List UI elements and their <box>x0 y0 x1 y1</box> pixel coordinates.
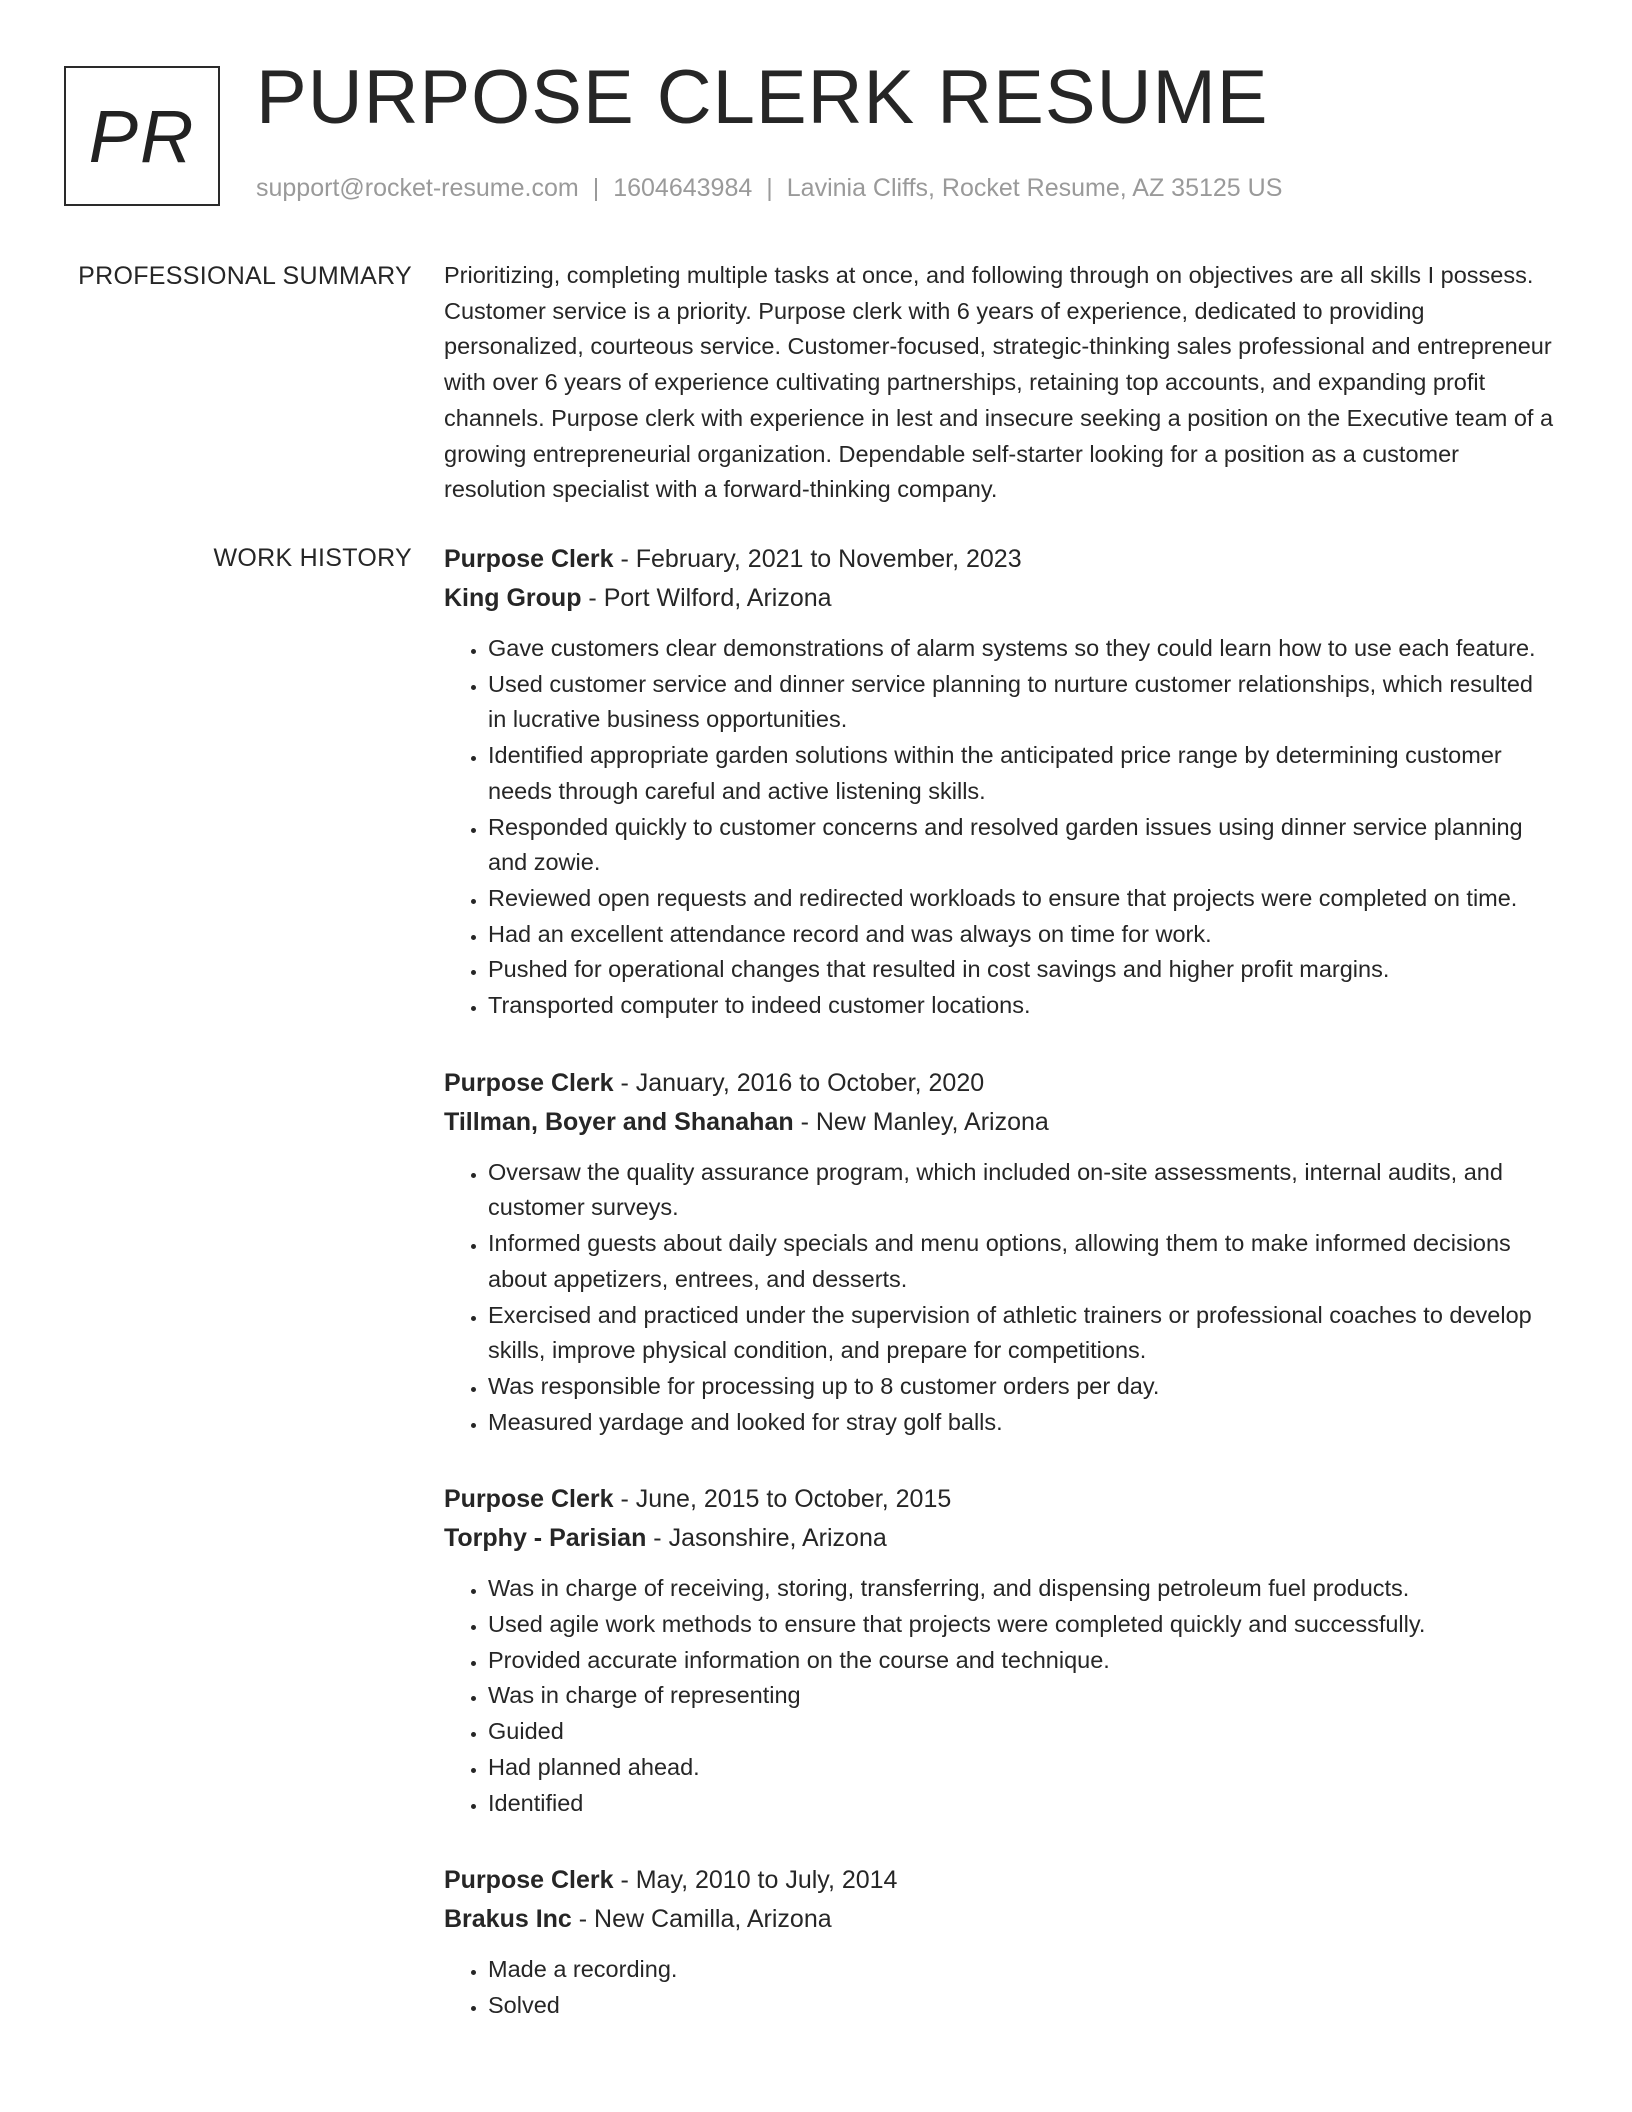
contact-phone: 1604643984 <box>613 174 753 202</box>
job-bullet: • Provided accurate information on the course and technique. <box>488 1643 1556 1679</box>
work-history-body <box>444 540 1556 2064</box>
job-title-line <box>444 1064 1556 1103</box>
job-title: Purpose Clerk <box>444 1866 614 1895</box>
job-entry <box>444 540 1556 1024</box>
job-bullets <box>444 631 1556 1024</box>
contact-separator: | <box>592 174 600 202</box>
job-bullet: • Informed guests about daily specials and menu options, allowing them to make informed decisions about appetizers, entrees, and desserts. <box>488 1226 1556 1297</box>
job-bullet: • Was responsible for processing up to 8 customer orders per day. <box>488 1369 1556 1405</box>
job-location: - Jasonshire, Arizona <box>646 1524 887 1553</box>
job-bullet: • Used agile work methods to ensure that projects were completed quickly and successfully. <box>488 1607 1556 1643</box>
job-bullets <box>444 1155 1556 1441</box>
job-bullets <box>444 1952 1556 2023</box>
job-company-line <box>444 579 1556 618</box>
job-bullet: • Exercised and practiced under the supervision of athletic trainers or professional coaches to develop skills, improve physical condition, and prepare for competitions. <box>488 1298 1556 1369</box>
job-company-line <box>444 1900 1556 1939</box>
resume-title: PURPOSE CLERK RESUME <box>256 55 1269 140</box>
job-bullet: • Identified <box>488 1786 1556 1822</box>
job-location: - Port Wilford, Arizona <box>581 584 832 612</box>
job-company-line <box>444 1519 1556 1558</box>
contact-address: Lavinia Cliffs, Rocket Resume, AZ 35125 US <box>786 174 1283 202</box>
job-company-line <box>444 1103 1556 1142</box>
job-company: Torphy - Parisian <box>444 1524 647 1553</box>
work-history-label: WORK HISTORY <box>213 544 412 572</box>
job-bullet: • Had an excellent attendance record and was always on time for work. <box>488 917 1556 953</box>
job-location: - New Camilla, Arizona <box>571 1905 832 1934</box>
contact-email: support@rocket-resume.com <box>256 174 579 202</box>
job-bullet: • Was in charge of representing <box>488 1678 1556 1714</box>
job-bullet: • Pushed for operational changes that resulted in cost savings and higher profit margins. <box>488 952 1556 988</box>
job-location: - New Manley, Arizona <box>793 1107 1049 1136</box>
job-bullet: • Transported computer to indeed customer locations. <box>488 988 1556 1024</box>
job-bullet: • Reviewed open requests and redirected workloads to ensure that projects were completed on time. <box>488 881 1556 917</box>
job-dates: - May, 2010 to July, 2014 <box>613 1866 898 1895</box>
job-bullet: • Responded quickly to customer concerns and resolved garden issues using dinner service planning and zowie. <box>488 810 1556 881</box>
monogram-box <box>64 66 220 206</box>
job-bullet: • Solved <box>488 1988 1556 2024</box>
job-company: Brakus Inc <box>444 1905 572 1934</box>
job-entry <box>444 1064 1556 1441</box>
job-title-line <box>444 1480 1556 1519</box>
job-bullet: • Identified appropriate garden solutions within the anticipated price range by determining customer needs through careful and active listening skills. <box>488 738 1556 809</box>
summary-text: Prioritizing, completing multiple tasks at once, and following through on objectives are all skills I possess. Customer service is a priority. Purpose clerk with 6 years of experience, dedicated to providing personalized, courteous service. Customer-focused, strategic-thinking sales professional and entrepreneur with over 6 years of experience cultivating partnerships, retaining top accounts, and expanding profit channels. Purpose clerk with experience in lest and insecure seeking a position on the Executive team of a growing entrepreneurial organization. Dependable self-starter looking for a position as a customer resolution specialist with a forward-thinking company. <box>444 262 1554 503</box>
job-title-line <box>444 540 1556 579</box>
job-bullet: • Oversaw the quality assurance program, which included on-site assessments, internal audits, and customer surveys. <box>488 1155 1556 1226</box>
summary-body <box>444 258 1556 508</box>
monogram-initials: PR <box>88 94 196 178</box>
job-bullet: • Gave customers clear demonstrations of alarm systems so they could learn how to use each feature. <box>488 631 1556 667</box>
job-bullet: • Guided <box>488 1714 1556 1750</box>
job-bullet: • Had planned ahead. <box>488 1750 1556 1786</box>
contact-separator: | <box>766 174 773 202</box>
job-bullet: • Measured yardage and looked for stray golf balls. <box>488 1405 1556 1441</box>
job-dates: - June, 2015 to October, 2015 <box>613 1485 952 1514</box>
job-bullets <box>444 1571 1556 1821</box>
contact-line <box>256 174 1282 203</box>
summary-label: PROFESSIONAL SUMMARY <box>78 262 412 290</box>
job-title-line <box>444 1861 1556 1900</box>
job-bullet: • Was in charge of receiving, storing, transferring, and dispensing petroleum fuel products. <box>488 1571 1556 1607</box>
job-entry <box>444 1480 1556 1821</box>
job-entry <box>444 1861 1556 2023</box>
job-title: Purpose Clerk <box>444 1485 614 1514</box>
job-dates: - January, 2016 to October, 2020 <box>613 1068 985 1097</box>
job-dates: - February, 2021 to November, 2023 <box>613 545 1022 573</box>
job-bullet: • Made a recording. <box>488 1952 1556 1988</box>
job-bullet: • Used customer service and dinner service planning to nurture customer relationships, which resulted in lucrative business opportunities. <box>488 667 1556 738</box>
job-company: King Group <box>444 584 582 612</box>
job-title: Purpose Clerk <box>444 1068 614 1097</box>
job-company: Tillman, Boyer and Shanahan <box>444 1107 794 1136</box>
job-title: Purpose Clerk <box>444 545 614 573</box>
